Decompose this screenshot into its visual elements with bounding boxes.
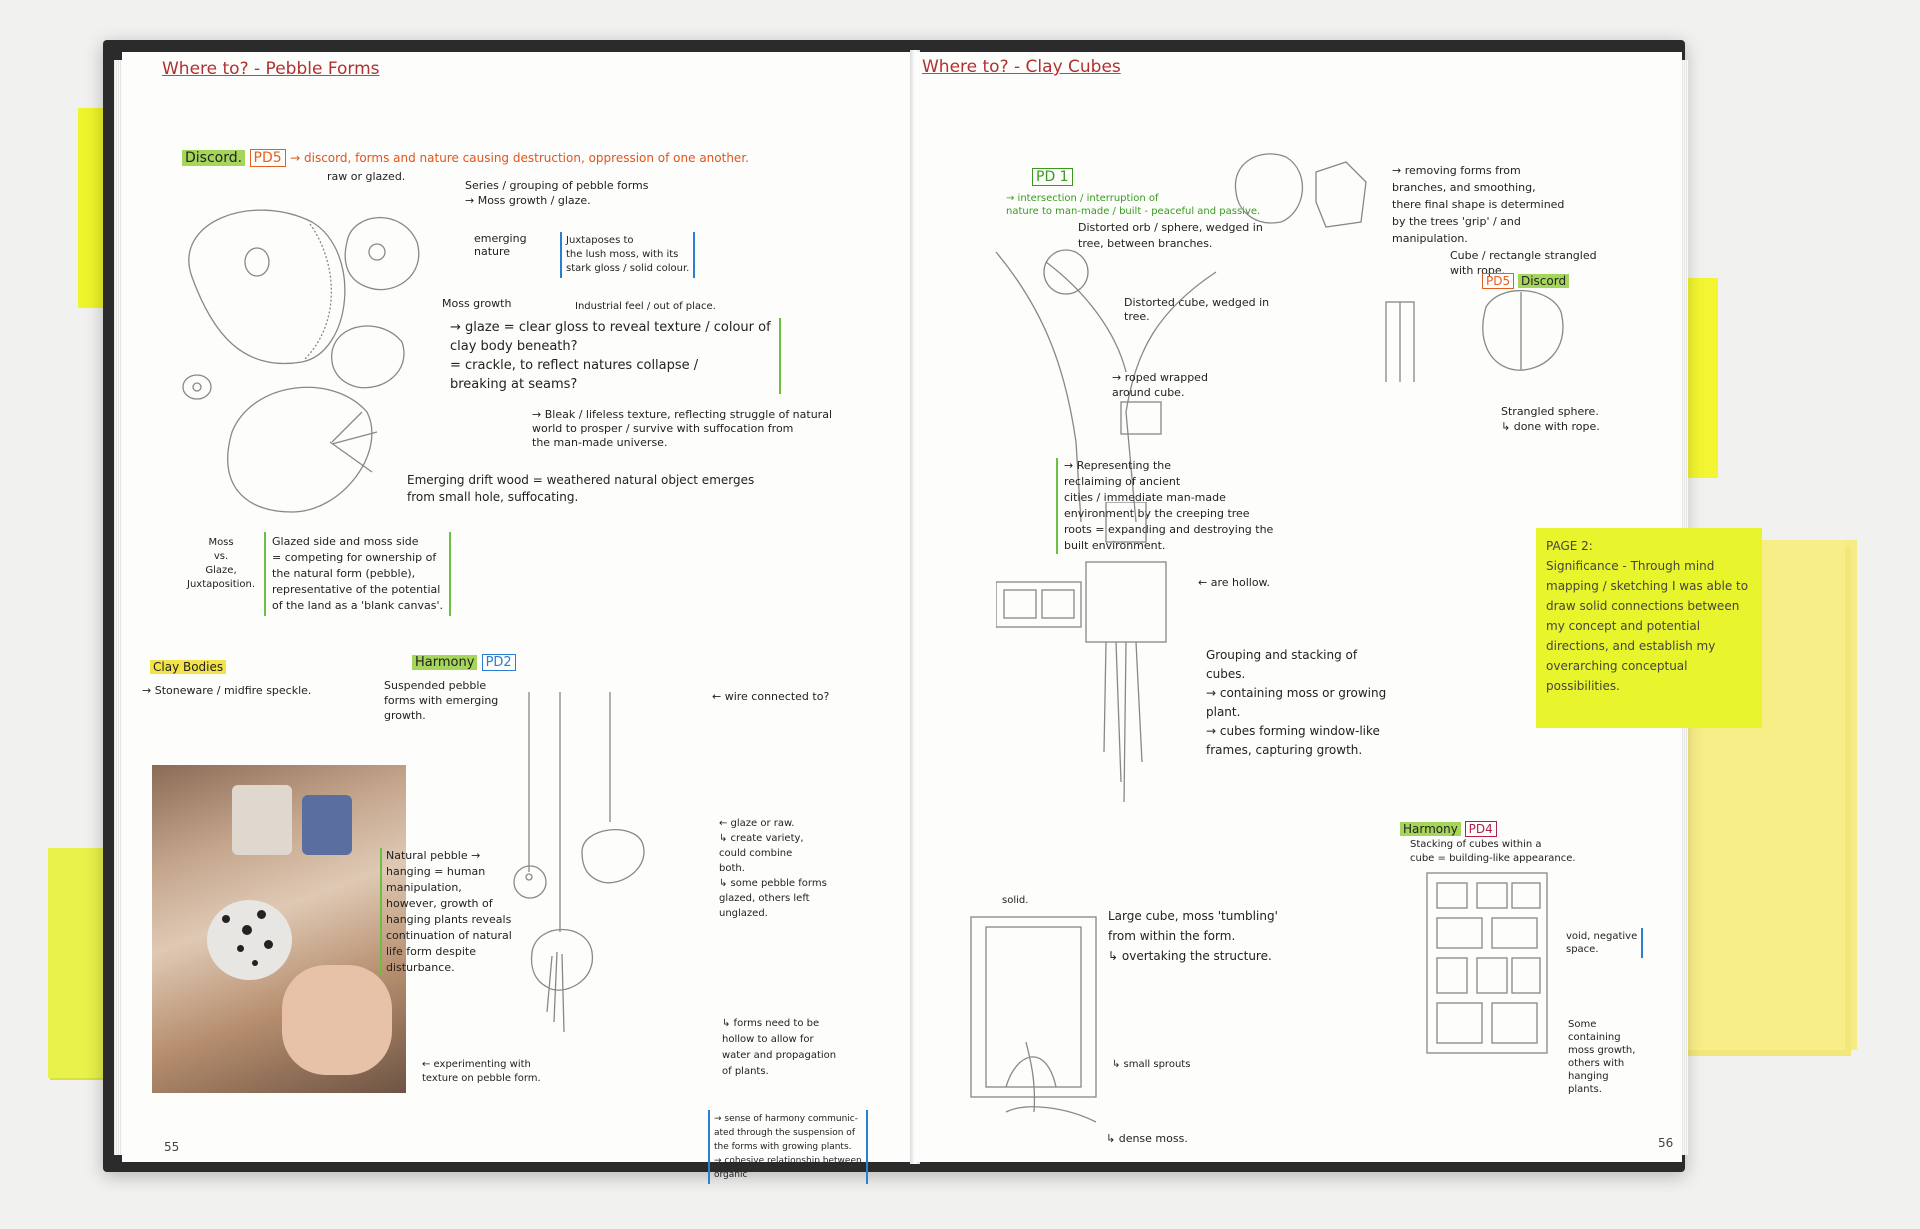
discord-label: Discord. [182,150,245,166]
intersection-note: → intersection / interruption of nature to man-made / built - peaceful and passive. [1006,193,1261,217]
sticky-note-text: Significance - Through mind mapping / sketching I was able to draw solid connections between my concept and potential directions, and establish my overarching conceptual possibilities. [1546,559,1749,693]
are-hollow-note: ← are hollow. [1198,576,1271,589]
clay-bodies-text: → Stoneware / midfire speckle. [142,684,312,697]
pd5-tag: PD5 [250,149,286,167]
glaze-note: → glaze = clear gloss to reveal texture / colour of clay body beneath? = crackle, to reflect natures collapse / breaking at seams? [450,318,781,394]
glazed-side-note: Glazed side and moss side = competing for ownership of the natural form (pebble), representative of the potential of the land as a 'blank canvas'. [264,532,451,616]
pd5-tag-right: PD5 [1482,273,1514,289]
raw-glazed-note: raw or glazed. [327,170,406,183]
roped-forms-sketch [1376,242,1576,382]
left-page [122,52,915,1180]
dense-moss-note: ↳ dense moss. [1106,1132,1188,1145]
moss-vs-glaze: Moss vs. Glaze, Juxtaposition. [187,537,256,590]
natural-pebble-note: Natural pebble → hanging = human manipulation, however, growth of hanging plants reveals continuation of natural life form despite disturbance. [380,848,512,976]
stacked-cubes-sketch [996,502,1216,832]
distorted-orb-note: Distorted orb / sphere, wedged in tree, between branches. [1078,221,1263,250]
harmony-label-right: Harmony [1400,822,1461,836]
void-note: void, negative space. [1562,928,1643,958]
industrial-note: Industrial feel / out of place. [575,301,716,312]
discord-text: → discord, forms and nature causing destruction, oppression of one another. [290,151,749,165]
distorted-cube-note: Distorted cube, wedged in tree. [1124,296,1270,323]
photo-experimenting-texture [152,765,406,1093]
page-number-left: 55 [164,1140,180,1154]
grouping-note: Grouping and stacking of cubes. → containing moss or growing plant. → cubes forming window-like frames, capturing growth. [1206,648,1387,757]
solid-note: solid. [1002,895,1029,906]
roped-note: → roped wrapped around cube. [1112,371,1208,399]
glaze-or-raw-note: ← glaze or raw. ↳ create variety, could combine both. ↳ some pebble forms glazed, others left unglazed. [719,818,827,919]
stacking-note: Stacking of cubes within a cube = building-like appearance. [1410,839,1576,864]
strangled-sphere-note: Strangled sphere. ↳ done with rope. [1501,405,1600,433]
building-cubes-sketch [1422,868,1552,1058]
harmony-label: Harmony [412,655,477,670]
emerging-nature-note: emerging nature [474,232,527,258]
discord-label-right: Discord [1518,274,1569,288]
experimenting-note: ← experimenting with texture on pebble form. [422,1059,541,1084]
wire-note: ← wire connected to? [712,690,830,703]
discord-heading [182,149,749,167]
forms-hollow-note: ↳ forms need to be hollow to allow for water and propagation of plants. [722,1018,837,1077]
reclaiming-note: → Representing the reclaiming of ancient cities / immediate man-made environment by the creeping tree roots = expanding and destroying the built environment. [1056,458,1273,554]
suspended-note: Suspended pebble forms with emerging growth. [384,679,499,722]
removing-forms-note: → removing forms from branches, and smoothing, there final shape is determined by the trees 'grip' / and manipulation. [1392,164,1565,245]
small-sprouts-note: ↳ small sprouts [1112,1059,1191,1070]
sticky-note-heading: PAGE 2: [1546,539,1593,553]
large-cube-note: Large cube, moss 'tumbling' from within the form. ↳ overtaking the structure. [1108,909,1278,963]
juxtaposes-note: Juxtaposes to the lush moss, with its stark gloss / solid colour. [560,232,695,278]
pd4-tag: PD4 [1465,821,1497,837]
sense-harmony-note: → sense of harmony communic- ated through the suspension of the forms with growing plants. → cohesive relationship between organic [708,1110,868,1184]
moss-growth-note: Moss growth [442,297,512,310]
harmony-heading [412,654,516,672]
page-title: Where to? - Pebble Forms [162,59,380,79]
page-edge-left [114,60,122,1155]
harmony-pd4-heading [1400,820,1497,838]
clay-bodies-label: Clay Bodies [150,658,226,676]
page-title-right: Where to? - Clay Cubes [922,57,1121,77]
pd2-tag: PD2 [482,654,516,671]
series-note: Series / grouping of pebble forms → Moss growth / glaze. [465,179,649,207]
sticky-note-page2 [1536,528,1762,728]
page-number-right: 56 [1658,1136,1674,1150]
driftwood-note: Emerging drift wood = weathered natural object emerges from small hole, suffocating. [407,473,755,504]
pd1-heading: PD 1 [1032,168,1073,186]
hanging-pebbles-sketch [492,692,752,1112]
bleak-note: → Bleak / lifeless texture, reflecting struggle of natural world to prosper / survive with suffocation from the man-made universe. [532,408,833,449]
cube-rope-note: Cube / rectangle strangled with rope. [1450,249,1597,277]
some-containing-note: Some containing moss growth, others with hanging plants. [1568,1019,1636,1095]
